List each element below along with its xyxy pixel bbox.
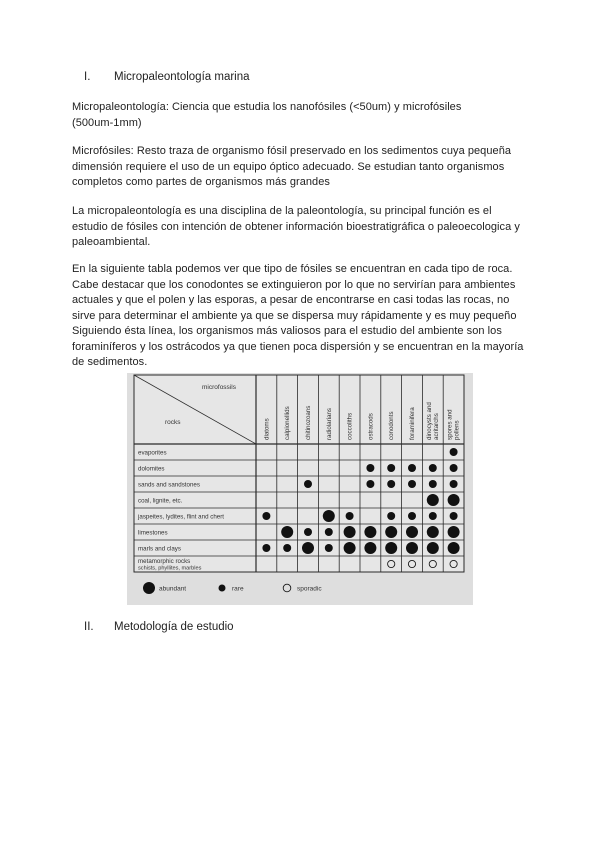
- rare-mark: [262, 544, 270, 552]
- abundant-mark: [385, 526, 397, 538]
- text-line: Micropaleontología: Ciencia que estudia los nanofósiles (<50um) y microfósiles: [72, 101, 462, 113]
- rare-mark: [387, 480, 395, 488]
- text-line: En la siguiente tabla podemos ver que tipo de fósiles se encuentran en cada tipo de roca.: [72, 263, 513, 275]
- abundant-mark: [427, 494, 439, 506]
- abundant-mark: [302, 542, 314, 554]
- table-frame: [134, 375, 464, 572]
- row-label-marls-and-clays: marls and clays: [138, 545, 181, 553]
- abundant-mark: [364, 542, 376, 554]
- section-number: I.: [84, 71, 91, 83]
- row-label-coal-lignite-etc-: coal, lignite, etc.: [138, 497, 183, 505]
- abundant-mark: [427, 542, 439, 554]
- rare-mark: [304, 528, 312, 536]
- abundant-mark: [344, 542, 356, 554]
- text-line: dimensión requiere el uso de un equipo óptico adecuado. Se estudian tanto organismos: [72, 160, 505, 173]
- figure-legend: [143, 582, 322, 594]
- text-line: paleoambiental.: [72, 236, 151, 248]
- abundant-mark: [281, 526, 293, 538]
- rare-mark: [325, 544, 333, 552]
- column-header-conodonts: conodonts: [388, 411, 396, 440]
- rare-mark: [387, 512, 395, 520]
- section-number: II.: [84, 621, 94, 633]
- rare-mark: [366, 480, 374, 488]
- rare-mark: [429, 512, 437, 520]
- row-label-dolomites: dolomites: [138, 465, 165, 473]
- column-header-dinocysts-and-acritarchs: acritarchs: [432, 413, 440, 440]
- paragraph-table-intro: [72, 262, 524, 371]
- column-header-coccoliths: coccoliths: [346, 412, 354, 440]
- legend-sporadic-circle: [283, 584, 291, 592]
- rare-mark: [346, 512, 354, 520]
- microfossil-rock-table-figure: [127, 373, 473, 605]
- abundant-mark: [385, 542, 397, 554]
- rare-mark: [408, 512, 416, 520]
- legend-label-sporadic: sporadic: [297, 585, 322, 593]
- column-header-ostracods: ostracods: [367, 413, 375, 440]
- column-header-dinocysts-and-acritarchs: dinocysts and: [425, 402, 433, 440]
- column-header-chitinozoans: chitinozoans: [305, 405, 312, 440]
- text-line: Cabe destacar que los conodontes se extinguieron por lo que no servirían para ambientes: [72, 278, 516, 291]
- rare-mark: [408, 480, 416, 488]
- rare-mark: [262, 512, 270, 520]
- text-line: completos como partes de organismos más grandes: [72, 176, 330, 188]
- legend-abundant-dot: [143, 582, 155, 594]
- rare-mark: [325, 528, 333, 536]
- rare-mark: [429, 480, 437, 488]
- text-line: Siguiendo ésta línea, los organismos más valiosos para el estudio del ambiente son los: [72, 325, 502, 337]
- rare-mark: [366, 464, 374, 472]
- abundant-mark: [364, 526, 376, 538]
- text-line: sirve para determinar el ambiente ya que se dispersa muy rápidamente y es muy pequeño: [72, 309, 517, 322]
- column-header-spores-and-pollens: pollens: [453, 420, 461, 440]
- row-label-limestones: limestones: [138, 529, 168, 537]
- abundant-mark: [448, 494, 460, 506]
- column-header-calpionellids: calpionellids: [284, 406, 292, 440]
- paragraph-discipline: [72, 204, 520, 251]
- legend-label-abundant: abundant: [159, 585, 187, 593]
- row-sublabel: schists, phyllites, marbles: [138, 565, 202, 572]
- paragraph-definition-microfossils: [72, 144, 512, 191]
- text-line: de sedimentos.: [72, 356, 148, 368]
- row-label-evaporites: evaporites: [138, 449, 167, 457]
- section-title: Metodología de estudio: [114, 621, 234, 633]
- rare-mark: [450, 448, 458, 456]
- abundant-mark: [406, 542, 418, 554]
- abundant-mark: [427, 526, 439, 538]
- abundant-mark: [323, 510, 335, 522]
- column-header-radiolarians: radiolarians: [325, 408, 333, 440]
- paragraph-definition-micropaleontology: [72, 100, 512, 131]
- abundant-mark: [448, 526, 460, 538]
- abundant-mark: [406, 526, 418, 538]
- text-line: foraminíferos y los ostrácodos ya que tienen poca dispersión y se encuentran en la mayoría: [72, 340, 524, 353]
- section-title: Micropaleontología marina: [114, 71, 250, 83]
- rare-mark: [429, 464, 437, 472]
- text-line: (500um-1mm): [72, 116, 142, 129]
- rare-mark: [283, 544, 291, 552]
- corner-label-rocks: rocks: [165, 419, 181, 426]
- text-line: actuales y que el polen y las esporas, a pesar de encontrarse en casi todas las rocas, no: [72, 294, 510, 306]
- column-header-foraminifera: foraminifera: [409, 407, 416, 440]
- abundant-mark: [344, 526, 356, 538]
- rare-mark: [408, 464, 416, 472]
- rare-mark: [450, 512, 458, 520]
- rare-mark: [387, 464, 395, 472]
- row-label-sands-and-sandstones: sands and sandstones: [138, 481, 200, 489]
- abundant-mark: [448, 542, 460, 554]
- legend-label-rare: rare: [232, 585, 244, 593]
- column-header-spores-and-pollens: spores and: [446, 409, 454, 440]
- corner-label-microfossils: microfossils: [202, 384, 236, 391]
- rare-mark: [304, 480, 312, 488]
- table-grid: [134, 375, 464, 572]
- column-header-diatoms: diatoms: [263, 418, 271, 440]
- rare-mark: [450, 480, 458, 488]
- row-label-metamorphic-rocks: metamorphic rocks: [138, 558, 191, 565]
- text-line: Microfósiles: Resto traza de organismo fósil preservado en los sedimentos cuya pequeña: [72, 145, 512, 157]
- rare-mark: [450, 464, 458, 472]
- figure-canvas: [127, 373, 473, 605]
- text-line: estudio de fósiles con intención de obtener información bioestratigráfica o paleoecologica y: [72, 220, 520, 233]
- text-line: La micropaleontología es una disciplina de la paleontología, su principal función es el: [72, 205, 492, 217]
- legend-rare-dot: [219, 585, 226, 592]
- row-label-jaspeites-lydites-flint-and-chert: jaspeites, lydites, flint and chert: [138, 513, 224, 521]
